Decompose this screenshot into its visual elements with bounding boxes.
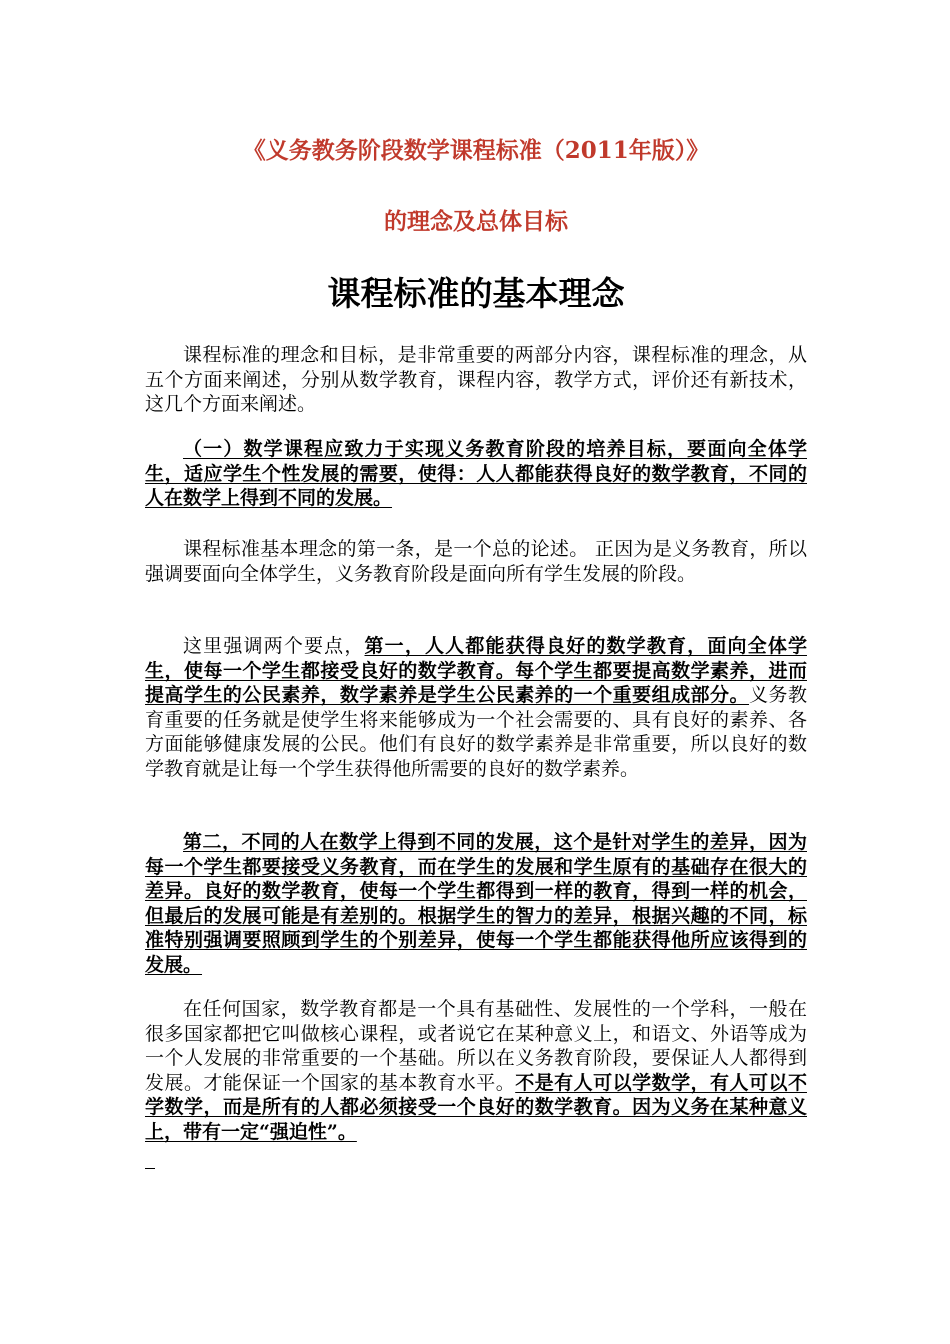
section-heading: 课程标准的基本理念	[327, 274, 625, 313]
point-one-emphasis: 第一，人人都能获得良好的数学教育，面向全体学生，使每一个学生都接受良好的数学教育。每个学生都要提高数学素养，进而提高学生的公民素养，数学素养是学生公民素养的一个重要组成部分。	[145, 635, 807, 707]
two-points-lead: 这里强调两个要点，	[183, 635, 365, 657]
principle-one-commentary: 课程标准基本理念的第一条，是一个总的论述。 正因为是义务教育，所以强调要面向全体学生，义务教育阶段是面向所有学生发展的阶段。	[145, 538, 807, 585]
document-title-line-1: 《义务教务阶段数学课程标准（2011年版）》	[242, 137, 710, 164]
core-course-text: 在任何国家，数学教育都是一个具有基础性、发展性的一个学科，一般在很多国家都把它叫做核心课程，或者说它在某种意义上，和语文、外语等成为一个人发展的非常重要的一个基础。所以在义务教育阶段，要保证人人都得到发展。才能保证一个国家的基本教育水平。	[145, 998, 807, 1094]
intro-paragraph: 课程标准的理念和目标，是非常重要的两部分内容，课程标准的理念，从五个方面来阐述，分别从数学教育，课程内容，教学方式，评价还有新技术，这几个方面来阐述。	[145, 344, 807, 416]
compulsory-emphasis: 不是有人可以学数学，有人可以不学数学，而是所有的人都必须接受一个良好的数学教育。因为义务在某种意义上，带有一定“强迫性”。	[145, 1071, 807, 1143]
point-one-explanation: 义务教育重要的任务就是使学生将来能够成为一个社会需要的、具有良好的素养、各方面能够健康发展的公民。他们有良好的数学素养是非常重要，所以良好的数学教育就是让每一个学生获得他所需要的良好的数学素养。	[145, 684, 807, 780]
core-course-paragraph	[145, 997, 807, 1145]
principle-one-statement: （一）数学课程应致力于实现义务教育阶段的培养目标，要面向全体学生，适应学生个性发展的需要，使得：人人都能获得良好的数学教育，不同的人在数学上得到不同的发展。	[145, 438, 807, 510]
underline-stub	[145, 1168, 155, 1169]
point-two-emphasis: 第二，不同的人在数学上得到不同的发展，这个是针对学生的差异，因为每一个学生都要接受义务教育，而在学生的发展和学生原有的基础存在很大的差异。良好的数学教育，使每一个学生都得到一样的教育，得到一样的机会，但最后的发展可能是有差别的。根据学生的智力的差异，根据兴趣的不同，标准特别强调要照顾到学生的个别差异，使每一个学生都能获得他所应该得到的发展。	[145, 831, 807, 976]
two-points-paragraph	[145, 634, 807, 782]
document-title-line-2: 的理念及总体目标	[384, 208, 568, 235]
